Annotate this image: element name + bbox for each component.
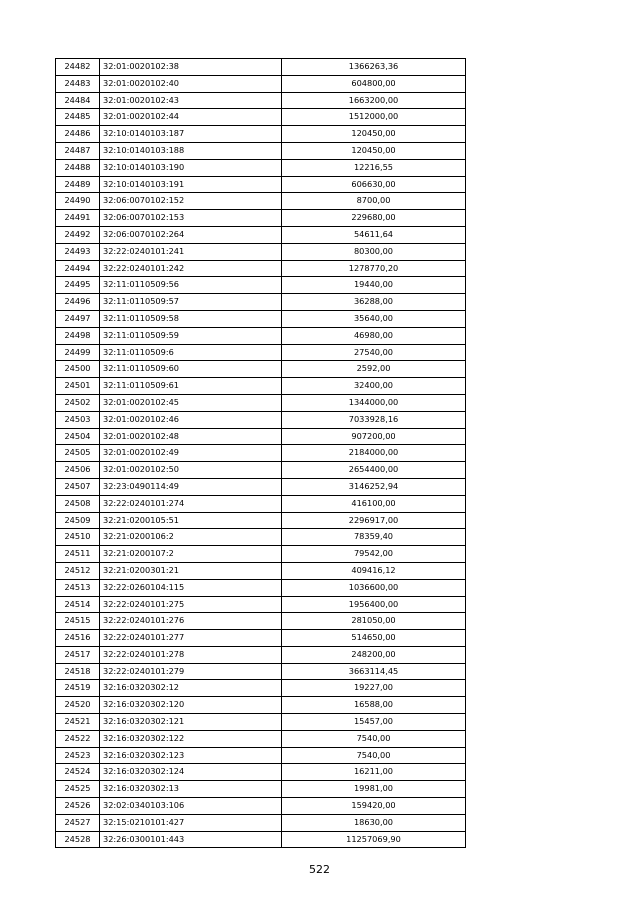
value-cell: 604800,00 bbox=[282, 75, 466, 92]
row-number-cell: 24504 bbox=[56, 428, 100, 445]
row-number-cell: 24482 bbox=[56, 59, 100, 76]
row-number-cell: 24506 bbox=[56, 462, 100, 479]
value-cell: 16211,00 bbox=[282, 764, 466, 781]
row-number-cell: 24485 bbox=[56, 109, 100, 126]
cadastral-number-cell: 32:02:0340103:106 bbox=[100, 798, 282, 815]
value-cell: 7033928,16 bbox=[282, 411, 466, 428]
value-cell: 11257069,90 bbox=[282, 831, 466, 848]
cadastral-number-cell: 32:11:0110509:6 bbox=[100, 344, 282, 361]
value-cell: 606630,00 bbox=[282, 176, 466, 193]
cadastral-number-cell: 32:01:0020102:50 bbox=[100, 462, 282, 479]
cadastral-number-cell: 32:11:0110509:61 bbox=[100, 378, 282, 395]
row-number-cell: 24484 bbox=[56, 92, 100, 109]
row-number-cell: 24515 bbox=[56, 613, 100, 630]
table-row bbox=[56, 579, 466, 596]
registry-table bbox=[55, 58, 466, 848]
row-number-cell: 24483 bbox=[56, 75, 100, 92]
value-cell: 3663114,45 bbox=[282, 663, 466, 680]
cadastral-number-cell: 32:06:0070102:153 bbox=[100, 210, 282, 227]
cadastral-number-cell: 32:01:0020102:45 bbox=[100, 394, 282, 411]
cadastral-number-cell: 32:23:0490114:49 bbox=[100, 478, 282, 495]
row-number-cell: 24525 bbox=[56, 781, 100, 798]
row-number-cell: 24507 bbox=[56, 478, 100, 495]
value-cell: 248200,00 bbox=[282, 646, 466, 663]
value-cell: 120450,00 bbox=[282, 126, 466, 143]
row-number-cell: 24502 bbox=[56, 394, 100, 411]
cadastral-number-cell: 32:10:0140103:188 bbox=[100, 142, 282, 159]
table-row bbox=[56, 428, 466, 445]
table-row bbox=[56, 75, 466, 92]
value-cell: 514650,00 bbox=[282, 630, 466, 647]
cadastral-number-cell: 32:11:0110509:60 bbox=[100, 361, 282, 378]
cadastral-number-cell: 32:01:0020102:43 bbox=[100, 92, 282, 109]
value-cell: 12216,55 bbox=[282, 159, 466, 176]
row-number-cell: 24509 bbox=[56, 512, 100, 529]
table-row bbox=[56, 176, 466, 193]
value-cell: 78359,40 bbox=[282, 529, 466, 546]
value-cell: 416100,00 bbox=[282, 495, 466, 512]
value-cell: 120450,00 bbox=[282, 142, 466, 159]
cadastral-number-cell: 32:21:0200107:2 bbox=[100, 546, 282, 563]
row-number-cell: 24523 bbox=[56, 747, 100, 764]
value-cell: 19981,00 bbox=[282, 781, 466, 798]
row-number-cell: 24518 bbox=[56, 663, 100, 680]
value-cell: 281050,00 bbox=[282, 613, 466, 630]
row-number-cell: 24524 bbox=[56, 764, 100, 781]
table-row bbox=[56, 798, 466, 815]
table-row bbox=[56, 193, 466, 210]
table-row bbox=[56, 546, 466, 563]
cadastral-number-cell: 32:22:0240101:241 bbox=[100, 243, 282, 260]
table-row bbox=[56, 596, 466, 613]
row-number-cell: 24513 bbox=[56, 579, 100, 596]
value-cell: 36288,00 bbox=[282, 294, 466, 311]
cadastral-number-cell: 32:22:0240101:278 bbox=[100, 646, 282, 663]
value-cell: 1512000,00 bbox=[282, 109, 466, 126]
row-number-cell: 24514 bbox=[56, 596, 100, 613]
value-cell: 27540,00 bbox=[282, 344, 466, 361]
table-row bbox=[56, 562, 466, 579]
row-number-cell: 24487 bbox=[56, 142, 100, 159]
table-row bbox=[56, 109, 466, 126]
row-number-cell: 24511 bbox=[56, 546, 100, 563]
cadastral-number-cell: 32:21:0200301:21 bbox=[100, 562, 282, 579]
value-cell: 1278770,20 bbox=[282, 260, 466, 277]
table-row bbox=[56, 781, 466, 798]
cadastral-number-cell: 32:01:0020102:48 bbox=[100, 428, 282, 445]
row-number-cell: 24496 bbox=[56, 294, 100, 311]
table-row bbox=[56, 210, 466, 227]
table-row bbox=[56, 394, 466, 411]
row-number-cell: 24505 bbox=[56, 445, 100, 462]
value-cell: 2654400,00 bbox=[282, 462, 466, 479]
cadastral-number-cell: 32:16:0320302:120 bbox=[100, 697, 282, 714]
row-number-cell: 24501 bbox=[56, 378, 100, 395]
table-row bbox=[56, 462, 466, 479]
value-cell: 1036600,00 bbox=[282, 579, 466, 596]
table-row bbox=[56, 814, 466, 831]
row-number-cell: 24494 bbox=[56, 260, 100, 277]
table-row bbox=[56, 327, 466, 344]
value-cell: 7540,00 bbox=[282, 730, 466, 747]
value-cell: 54611,64 bbox=[282, 226, 466, 243]
value-cell: 7540,00 bbox=[282, 747, 466, 764]
value-cell: 3146252,94 bbox=[282, 478, 466, 495]
cadastral-number-cell: 32:11:0110509:58 bbox=[100, 310, 282, 327]
value-cell: 8700,00 bbox=[282, 193, 466, 210]
cadastral-number-cell: 32:16:0320302:121 bbox=[100, 714, 282, 731]
row-number-cell: 24519 bbox=[56, 680, 100, 697]
page-number: 522 bbox=[309, 863, 330, 876]
table-row bbox=[56, 92, 466, 109]
row-number-cell: 24508 bbox=[56, 495, 100, 512]
table-row bbox=[56, 344, 466, 361]
table-row bbox=[56, 478, 466, 495]
row-number-cell: 24528 bbox=[56, 831, 100, 848]
table-row bbox=[56, 646, 466, 663]
value-cell: 229680,00 bbox=[282, 210, 466, 227]
table-row bbox=[56, 260, 466, 277]
cadastral-number-cell: 32:10:0140103:190 bbox=[100, 159, 282, 176]
table-row bbox=[56, 310, 466, 327]
cadastral-number-cell: 32:22:0240101:276 bbox=[100, 613, 282, 630]
table-row bbox=[56, 512, 466, 529]
table-row bbox=[56, 59, 466, 76]
cadastral-number-cell: 32:22:0240101:275 bbox=[100, 596, 282, 613]
row-number-cell: 24521 bbox=[56, 714, 100, 731]
table-row bbox=[56, 680, 466, 697]
row-number-cell: 24489 bbox=[56, 176, 100, 193]
row-number-cell: 24492 bbox=[56, 226, 100, 243]
value-cell: 1956400,00 bbox=[282, 596, 466, 613]
table-row bbox=[56, 378, 466, 395]
row-number-cell: 24510 bbox=[56, 529, 100, 546]
cadastral-number-cell: 32:16:0320302:124 bbox=[100, 764, 282, 781]
table-row bbox=[56, 243, 466, 260]
value-cell: 35640,00 bbox=[282, 310, 466, 327]
value-cell: 159420,00 bbox=[282, 798, 466, 815]
cadastral-number-cell: 32:01:0020102:44 bbox=[100, 109, 282, 126]
table-row bbox=[56, 159, 466, 176]
cadastral-number-cell: 32:06:0070102:152 bbox=[100, 193, 282, 210]
cadastral-number-cell: 32:01:0020102:40 bbox=[100, 75, 282, 92]
table-row bbox=[56, 630, 466, 647]
value-cell: 409416,12 bbox=[282, 562, 466, 579]
registry-table-body bbox=[56, 59, 466, 848]
table-row bbox=[56, 613, 466, 630]
table-row bbox=[56, 445, 466, 462]
cadastral-number-cell: 32:21:0200105:51 bbox=[100, 512, 282, 529]
row-number-cell: 24517 bbox=[56, 646, 100, 663]
table-row bbox=[56, 714, 466, 731]
value-cell: 19440,00 bbox=[282, 277, 466, 294]
cadastral-number-cell: 32:16:0320302:12 bbox=[100, 680, 282, 697]
cadastral-number-cell: 32:01:0020102:49 bbox=[100, 445, 282, 462]
row-number-cell: 24503 bbox=[56, 411, 100, 428]
cadastral-number-cell: 32:10:0140103:191 bbox=[100, 176, 282, 193]
row-number-cell: 24493 bbox=[56, 243, 100, 260]
value-cell: 80300,00 bbox=[282, 243, 466, 260]
table-row bbox=[56, 294, 466, 311]
cadastral-number-cell: 32:26:0300101:443 bbox=[100, 831, 282, 848]
value-cell: 15457,00 bbox=[282, 714, 466, 731]
row-number-cell: 24497 bbox=[56, 310, 100, 327]
row-number-cell: 24491 bbox=[56, 210, 100, 227]
cadastral-number-cell: 32:01:0020102:46 bbox=[100, 411, 282, 428]
table-row bbox=[56, 126, 466, 143]
value-cell: 16588,00 bbox=[282, 697, 466, 714]
cadastral-number-cell: 32:22:0240101:274 bbox=[100, 495, 282, 512]
row-number-cell: 24516 bbox=[56, 630, 100, 647]
cadastral-number-cell: 32:16:0320302:123 bbox=[100, 747, 282, 764]
table-row bbox=[56, 747, 466, 764]
row-number-cell: 24499 bbox=[56, 344, 100, 361]
cadastral-number-cell: 32:22:0240101:242 bbox=[100, 260, 282, 277]
cadastral-number-cell: 32:15:0210101:427 bbox=[100, 814, 282, 831]
row-number-cell: 24488 bbox=[56, 159, 100, 176]
value-cell: 1344000,00 bbox=[282, 394, 466, 411]
cadastral-number-cell: 32:11:0110509:56 bbox=[100, 277, 282, 294]
cadastral-number-cell: 32:16:0320302:13 bbox=[100, 781, 282, 798]
table-row bbox=[56, 277, 466, 294]
table-row bbox=[56, 495, 466, 512]
row-number-cell: 24498 bbox=[56, 327, 100, 344]
value-cell: 2296917,00 bbox=[282, 512, 466, 529]
row-number-cell: 24522 bbox=[56, 730, 100, 747]
row-number-cell: 24527 bbox=[56, 814, 100, 831]
table-row bbox=[56, 730, 466, 747]
value-cell: 79542,00 bbox=[282, 546, 466, 563]
row-number-cell: 24495 bbox=[56, 277, 100, 294]
cadastral-number-cell: 32:10:0140103:187 bbox=[100, 126, 282, 143]
row-number-cell: 24526 bbox=[56, 798, 100, 815]
cadastral-number-cell: 32:22:0260104:115 bbox=[100, 579, 282, 596]
cadastral-number-cell: 32:11:0110509:57 bbox=[100, 294, 282, 311]
cadastral-number-cell: 32:06:0070102:264 bbox=[100, 226, 282, 243]
cadastral-number-cell: 32:21:0200106:2 bbox=[100, 529, 282, 546]
value-cell: 18630,00 bbox=[282, 814, 466, 831]
value-cell: 32400,00 bbox=[282, 378, 466, 395]
cadastral-number-cell: 32:22:0240101:277 bbox=[100, 630, 282, 647]
table-row bbox=[56, 831, 466, 848]
table-row bbox=[56, 142, 466, 159]
value-cell: 19227,00 bbox=[282, 680, 466, 697]
value-cell: 1663200,00 bbox=[282, 92, 466, 109]
row-number-cell: 24512 bbox=[56, 562, 100, 579]
table-row bbox=[56, 764, 466, 781]
table-row bbox=[56, 411, 466, 428]
row-number-cell: 24490 bbox=[56, 193, 100, 210]
cadastral-number-cell: 32:01:0020102:38 bbox=[100, 59, 282, 76]
table-row bbox=[56, 663, 466, 680]
row-number-cell: 24500 bbox=[56, 361, 100, 378]
cadastral-number-cell: 32:22:0240101:279 bbox=[100, 663, 282, 680]
row-number-cell: 24520 bbox=[56, 697, 100, 714]
value-cell: 2184000,00 bbox=[282, 445, 466, 462]
table-row bbox=[56, 226, 466, 243]
table-row bbox=[56, 529, 466, 546]
value-cell: 1366263,36 bbox=[282, 59, 466, 76]
value-cell: 46980,00 bbox=[282, 327, 466, 344]
table-row bbox=[56, 697, 466, 714]
cadastral-number-cell: 32:11:0110509:59 bbox=[100, 327, 282, 344]
value-cell: 2592,00 bbox=[282, 361, 466, 378]
row-number-cell: 24486 bbox=[56, 126, 100, 143]
cadastral-number-cell: 32:16:0320302:122 bbox=[100, 730, 282, 747]
table-row bbox=[56, 361, 466, 378]
value-cell: 907200,00 bbox=[282, 428, 466, 445]
